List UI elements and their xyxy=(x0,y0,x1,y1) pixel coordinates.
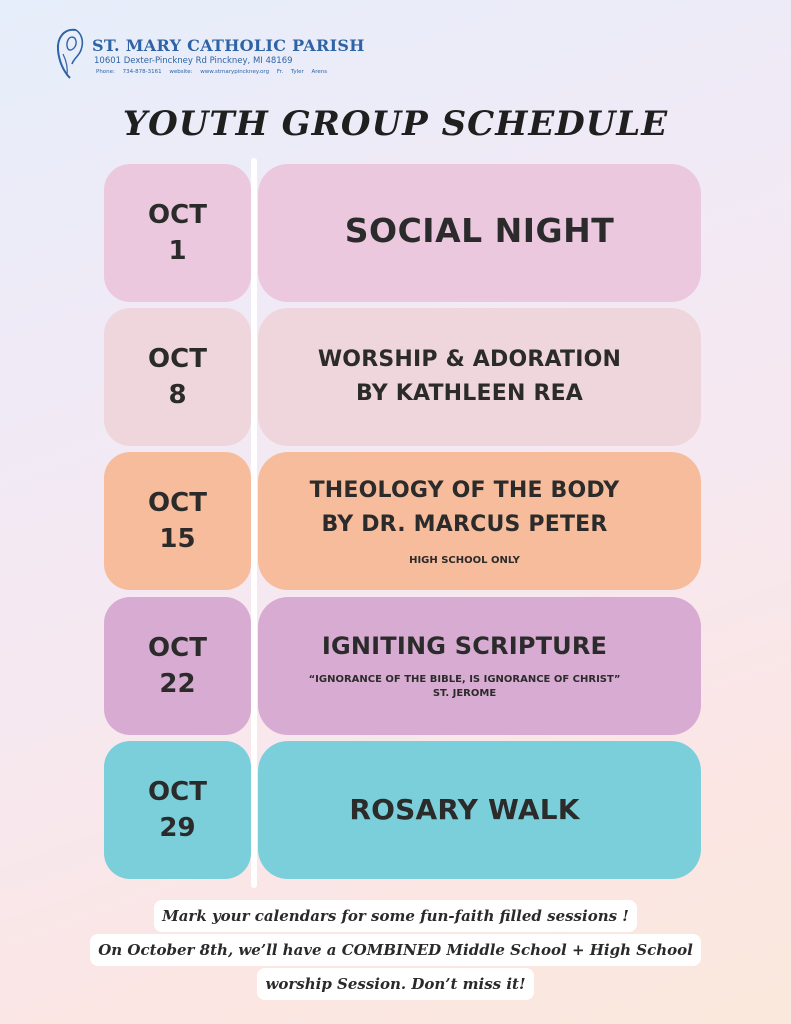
event-box xyxy=(258,308,701,446)
date-box xyxy=(104,741,251,879)
date-day: 8 xyxy=(168,380,187,410)
footer-message xyxy=(0,900,791,1002)
event-box xyxy=(258,597,701,735)
date-box xyxy=(104,452,251,590)
parish-header xyxy=(54,26,374,82)
event-subtitle: BY DR. MARCUS PETER xyxy=(321,512,608,537)
event-box xyxy=(258,164,701,302)
event-subtitle: BY KATHLEEN REA xyxy=(355,381,584,406)
date-month: OCT xyxy=(148,200,207,230)
parish-address: 10601 Dexter-Pinckney Rd Pinckney, MI 48169 xyxy=(94,56,293,66)
event-title: ROSARY WALK xyxy=(349,793,580,826)
date-month: OCT xyxy=(148,488,207,518)
date-day: 22 xyxy=(159,669,196,699)
mary-silhouette-icon xyxy=(54,26,88,80)
event-title: WORSHIP & ADORATION xyxy=(317,347,622,372)
date-day: 15 xyxy=(159,524,196,554)
date-box xyxy=(104,597,251,735)
schedule-title: YOUTH GROUP SCHEDULE xyxy=(122,104,669,144)
footer-line-3: worship Session. Don’t miss it! xyxy=(257,968,533,1000)
event-quote: “IGNORANCE OF THE BIBLE, IS IGNORANCE OF CHRIST” xyxy=(308,674,621,685)
parish-name: ST. MARY CATHOLIC PARISH xyxy=(92,36,365,55)
footer-line-2: On October 8th, we’ll have a COMBINED Middle School + High School xyxy=(90,934,701,966)
event-title: THEOLOGY OF THE BODY xyxy=(309,478,620,503)
event-box xyxy=(258,741,701,879)
date-box xyxy=(104,308,251,446)
schedule-row-oct-1 xyxy=(104,164,701,302)
footer-line-1: Mark your calendars for some fun-faith filled sessions ! xyxy=(154,900,637,932)
parish-contact: Phone: 734-878-3161 website: www.stmarypinckney.org Fr. Tyler Arens xyxy=(96,69,328,75)
date-day: 29 xyxy=(159,813,196,843)
date-box xyxy=(104,164,251,302)
schedule-row-oct-29 xyxy=(104,741,701,879)
date-day: 1 xyxy=(168,236,187,266)
schedule-row-oct-22 xyxy=(104,597,701,735)
date-month: OCT xyxy=(148,633,207,663)
date-month: OCT xyxy=(148,777,207,807)
schedule-row-oct-8 xyxy=(104,308,701,446)
event-note: HIGH SCHOOL ONLY xyxy=(409,555,520,566)
schedule-row-oct-15 xyxy=(104,452,701,590)
event-box xyxy=(258,452,701,590)
event-title: SOCIAL NIGHT xyxy=(344,211,615,250)
event-title: IGNITING SCRIPTURE xyxy=(321,632,608,660)
event-quote-author: ST. JEROME xyxy=(432,688,497,699)
date-month: OCT xyxy=(148,344,207,374)
